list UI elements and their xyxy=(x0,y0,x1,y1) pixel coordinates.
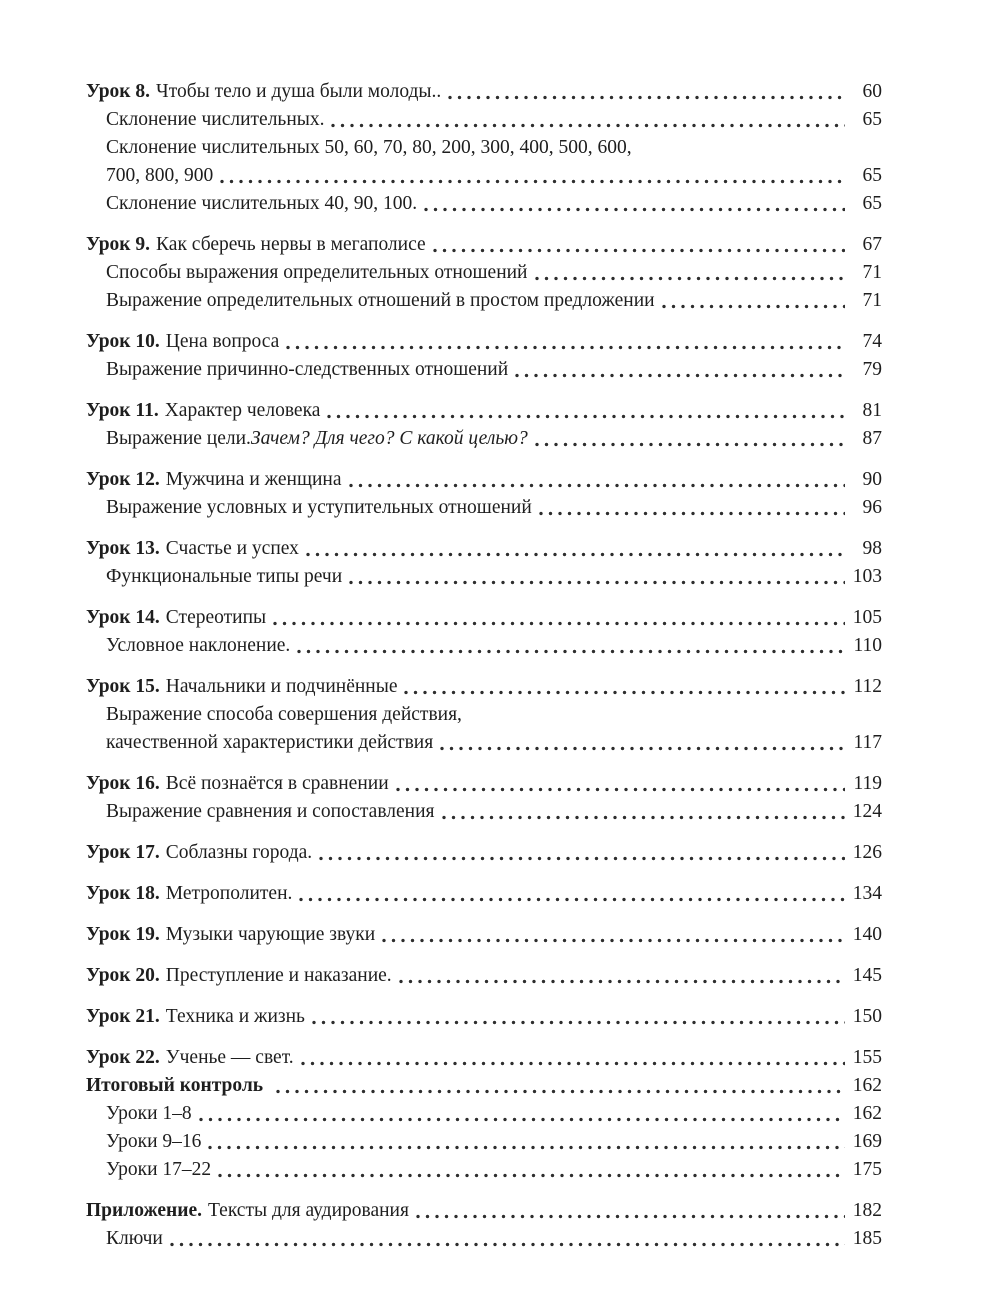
page-number: 124 xyxy=(852,801,882,822)
page-number: 126 xyxy=(852,842,882,863)
toc-entry xyxy=(86,162,882,190)
entry-title: Уроки 17–22 xyxy=(106,1159,212,1180)
page-number: 79 xyxy=(862,359,882,380)
dot-leader xyxy=(220,178,845,185)
dot-leader xyxy=(286,344,845,351)
entry-title: Как сберечь нервы в мегаполисе xyxy=(156,234,426,255)
toc-entry xyxy=(86,1072,882,1100)
dot-leader xyxy=(170,1241,845,1248)
entry-prefix: Урок 18. xyxy=(86,883,160,904)
dot-leader xyxy=(327,413,845,420)
page-number: 81 xyxy=(862,400,882,421)
dot-leader xyxy=(208,1144,845,1151)
entry-prefix: Урок 13. xyxy=(86,538,160,559)
toc-entry xyxy=(86,729,882,757)
toc-entry xyxy=(86,494,882,522)
entry-title: Способы выражения определительных отношений xyxy=(106,262,528,283)
page-number: 162 xyxy=(852,1075,882,1096)
dot-leader xyxy=(539,510,845,517)
dot-leader xyxy=(662,303,845,310)
entry-prefix: Урок 11. xyxy=(86,400,159,421)
page-number: 150 xyxy=(852,1006,882,1027)
toc-entry xyxy=(86,535,882,563)
toc-entry xyxy=(86,1225,882,1253)
page-number: 155 xyxy=(852,1047,882,1068)
toc-entry xyxy=(86,1100,882,1128)
page-number: 71 xyxy=(862,290,882,311)
entry-title: Уроки 9–16 xyxy=(106,1131,202,1152)
page-number: 175 xyxy=(852,1159,882,1180)
entry-title: Ученье — свет. xyxy=(165,1047,294,1068)
entry-title: Характер человека xyxy=(164,400,321,421)
page-number: 90 xyxy=(862,469,882,490)
dot-leader xyxy=(276,1088,845,1095)
toc-entry-line xyxy=(86,701,882,729)
page-number: 182 xyxy=(852,1200,882,1221)
entry-prefix: Урок 19. xyxy=(86,924,160,945)
toc-entry xyxy=(86,1156,882,1184)
dot-leader xyxy=(349,482,846,489)
toc-entry-line xyxy=(86,134,882,162)
entry-title: Цена вопроса xyxy=(165,331,280,352)
toc-entry xyxy=(86,1044,882,1072)
entry-prefix: Урок 8. xyxy=(86,81,151,102)
dot-leader xyxy=(382,937,845,944)
entry-title: Выражение определительных отношений в простом предложении xyxy=(106,290,655,311)
entry-title: Выражение причинно-следственных отношений xyxy=(106,359,509,380)
entry-prefix: Урок 17. xyxy=(86,842,160,863)
page-number: 67 xyxy=(862,234,882,255)
entry-title: Музыки чарующие звуки xyxy=(165,924,376,945)
toc-entry xyxy=(86,259,882,287)
dot-leader xyxy=(199,1116,845,1123)
page-number: 134 xyxy=(852,883,882,904)
toc-entry xyxy=(86,356,882,384)
entry-prefix: Урок 20. xyxy=(86,965,160,986)
entry-title-italic: Зачем? Для чего? С какой целью? xyxy=(250,428,528,449)
dot-leader xyxy=(396,786,845,793)
page-number: 112 xyxy=(853,676,882,697)
toc-entry xyxy=(86,921,882,949)
page-number: 65 xyxy=(862,193,882,214)
page-number: 103 xyxy=(852,566,882,587)
toc-entry xyxy=(86,604,882,632)
page-number: 74 xyxy=(862,331,882,352)
page-number: 117 xyxy=(853,732,882,753)
entry-title: Выражение цели. xyxy=(106,428,251,449)
dot-leader xyxy=(306,551,845,558)
entry-prefix: Приложение. xyxy=(86,1200,202,1221)
dot-leader xyxy=(299,896,845,903)
toc-entry xyxy=(86,287,882,315)
page-number: 60 xyxy=(862,81,882,102)
entry-title: Выражение сравнения и сопоставления xyxy=(106,801,435,822)
toc-entry xyxy=(86,190,882,218)
page-number: 145 xyxy=(852,965,882,986)
page-number: 162 xyxy=(852,1103,882,1124)
toc-entry xyxy=(86,1128,882,1156)
toc-entry xyxy=(86,770,882,798)
entry-title: Счастье и успех xyxy=(165,538,299,559)
dot-leader xyxy=(218,1172,845,1179)
dot-leader xyxy=(399,978,845,985)
toc-entry xyxy=(86,839,882,867)
toc-entry xyxy=(86,1003,882,1031)
toc-entry xyxy=(86,673,882,701)
toc-entry xyxy=(86,328,882,356)
entry-prefix: Урок 14. xyxy=(86,607,160,628)
toc-entry xyxy=(86,397,882,425)
dot-leader xyxy=(424,206,845,213)
entry-title: 700, 800, 900 xyxy=(106,165,214,186)
entry-title: Начальники и подчинённые xyxy=(165,676,398,697)
page-number: 169 xyxy=(852,1131,882,1152)
toc-entry xyxy=(86,632,882,660)
dot-leader xyxy=(349,579,845,586)
dot-leader xyxy=(301,1060,845,1067)
entry-prefix: Урок 21. xyxy=(86,1006,160,1027)
page-number: 105 xyxy=(852,607,882,628)
entry-title: Выражение условных и уступительных отношений xyxy=(106,497,532,518)
dot-leader xyxy=(319,855,845,862)
dot-leader xyxy=(515,372,845,379)
entry-title: Метрополитен. xyxy=(165,883,293,904)
dot-leader xyxy=(433,247,845,254)
dot-leader xyxy=(297,648,845,655)
toc-entry xyxy=(86,106,882,134)
dot-leader xyxy=(273,620,845,627)
page-number: 96 xyxy=(862,497,882,518)
page-number: 87 xyxy=(862,428,882,449)
toc-entry xyxy=(86,1197,882,1225)
page-number: 98 xyxy=(862,538,882,559)
toc-entry xyxy=(86,231,882,259)
entry-title: Тексты для аудирования xyxy=(208,1200,409,1221)
entry-title: качественной характеристики действия xyxy=(106,732,434,753)
entry-title: Функциональные типы речи xyxy=(106,566,343,587)
entry-title: Чтобы тело и душа были молоды.. xyxy=(156,81,442,102)
entry-prefix: Урок 9. xyxy=(86,234,151,255)
entry-text: Склонение числительных 50, 60, 70, 80, 200, 300, 400, 500, 600, xyxy=(106,137,632,158)
entry-prefix: Урок 10. xyxy=(86,331,160,352)
page-number: 110 xyxy=(853,635,882,656)
entry-title: Стереотипы xyxy=(165,607,267,628)
dot-leader xyxy=(448,94,845,101)
toc-entry xyxy=(86,466,882,494)
entry-prefix: Урок 12. xyxy=(86,469,160,490)
entry-prefix: Итоговый контроль xyxy=(86,1075,264,1096)
entry-title: Соблазны города. xyxy=(165,842,313,863)
entry-title: Склонение числительных 40, 90, 100. xyxy=(106,193,418,214)
toc-entry xyxy=(86,798,882,826)
toc-entry xyxy=(86,425,882,453)
entry-title: Преступление и наказание. xyxy=(165,965,392,986)
entry-text: Выражение способа совершения действия, xyxy=(106,704,462,725)
dot-leader xyxy=(331,122,845,129)
entry-prefix: Урок 16. xyxy=(86,773,160,794)
page-number: 140 xyxy=(852,924,882,945)
entry-title: Всё познаётся в сравнении xyxy=(165,773,389,794)
page-number: 119 xyxy=(853,773,882,794)
entry-title: Мужчина и женщина xyxy=(165,469,342,490)
entry-title: Ключи xyxy=(106,1228,163,1249)
dot-leader xyxy=(440,745,845,752)
entry-title: Техника и жизнь xyxy=(165,1006,305,1027)
dot-leader xyxy=(416,1213,845,1220)
toc-entry xyxy=(86,962,882,990)
page-number: 65 xyxy=(862,109,882,130)
page-number: 185 xyxy=(852,1228,882,1249)
toc-entry xyxy=(86,78,882,106)
dot-leader xyxy=(404,689,845,696)
toc-entry xyxy=(86,563,882,591)
entry-title: Условное наклонение. xyxy=(106,635,291,656)
dot-leader xyxy=(535,275,846,282)
toc-entry xyxy=(86,880,882,908)
page-number: 71 xyxy=(862,262,882,283)
dot-leader xyxy=(312,1019,845,1026)
entry-prefix: Урок 22. xyxy=(86,1047,160,1068)
entry-prefix: Урок 15. xyxy=(86,676,160,697)
dot-leader xyxy=(535,441,845,448)
entry-title: Склонение числительных. xyxy=(106,109,325,130)
dot-leader xyxy=(442,814,846,821)
page-number: 65 xyxy=(862,165,882,186)
entry-title: Уроки 1–8 xyxy=(106,1103,192,1124)
